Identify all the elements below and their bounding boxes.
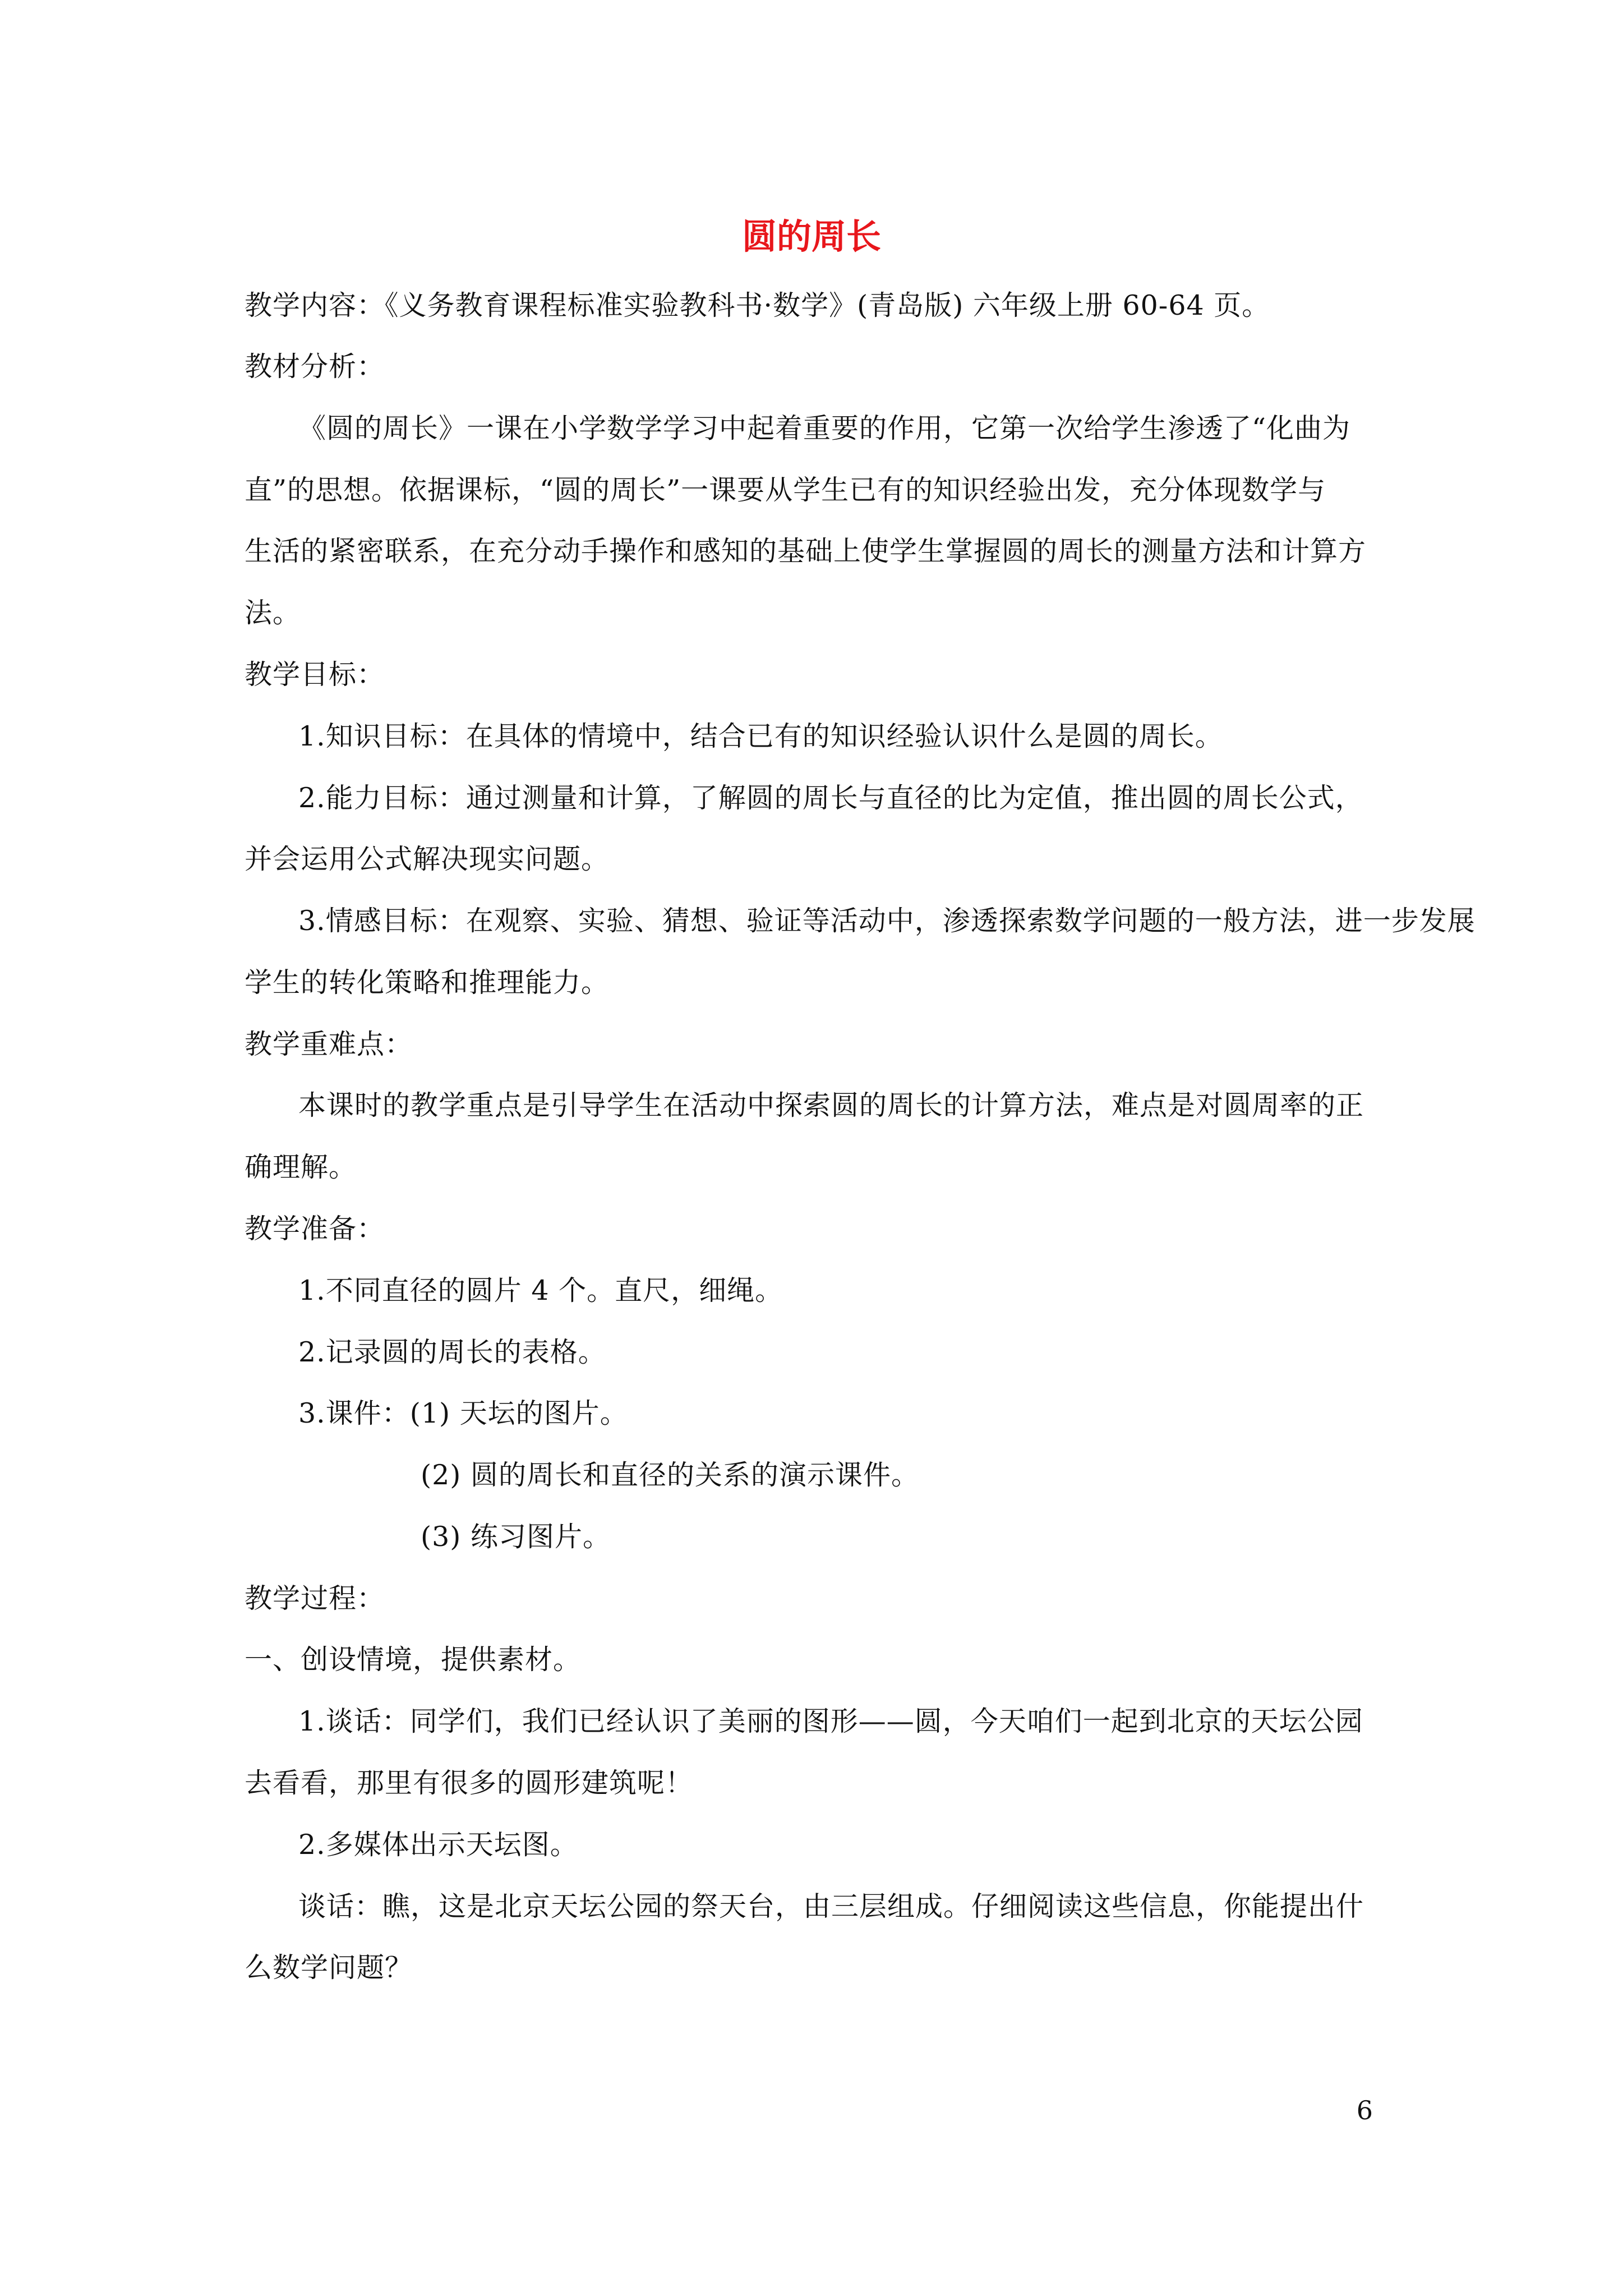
text-line-goal-ability-2: 并会运用公式解决现实问题。 (245, 843, 610, 875)
text-line-preparation-3-3: (3) 练习图片。 (421, 1521, 611, 1553)
page-title: 圆的周长 (741, 216, 881, 257)
text-line-process-4: 谈话：瞧，这是北京天坛公园的祭天台，由三层组成。仔细阅读这些信息，你能提出什 (298, 1890, 1364, 1922)
text-line-analysis-4: 法。 (245, 597, 301, 629)
text-line-analysis-1: 《圆的周长》一课在小学数学学习中起着重要的作用，它第一次给学生渗透了“化曲为 (298, 412, 1351, 444)
text-line-process-3: 2.多媒体出示天坛图。 (298, 1829, 578, 1861)
text-line-goal-knowledge: 1.知识目标：在具体的情境中，结合已有的知识经验认识什么是圆的周长。 (298, 720, 1223, 752)
text-line-process-1: 1.谈话：同学们，我们已经认识了美丽的图形——圆，今天咱们一起到北京的天坛公园 (298, 1705, 1363, 1737)
text-line-preparation-3-2: (2) 圆的周长和直径的关系的演示课件。 (421, 1459, 919, 1491)
text-line-preparation-3: 3.课件：(1) 天坛的图片。 (298, 1397, 628, 1429)
text-line-key-points-1: 本课时的教学重点是引导学生在活动中探索圆的周长的计算方法，难点是对圆周率的正 (298, 1089, 1364, 1121)
text-line-analysis-3: 生活的紧密联系，在充分动手操作和感知的基础上使学生掌握圆的周长的测量方法和计算方 (245, 535, 1367, 567)
heading-section-one: 一、创设情境，提供素材。 (245, 1644, 582, 1676)
text-line-analysis-2: 直”的思想。依据课标，“圆的周长”一课要从学生已有的知识经验出发，充分体现数学与 (245, 474, 1326, 506)
page-number: 6 (1356, 2095, 1373, 2125)
text-line-goal-emotion-1: 3.情感目标：在观察、实验、猜想、验证等活动中，渗透探索数学问题的一般方法，进一步发展 (298, 905, 1476, 937)
text-line-goal-ability-1: 2.能力目标：通过测量和计算，了解圆的周长与直径的比为定值，推出圆的周长公式， (298, 782, 1363, 814)
heading-material-analysis: 教材分析： (245, 351, 385, 383)
text-line-goal-emotion-2: 学生的转化策略和推理能力。 (245, 967, 610, 999)
heading-key-points: 教学重难点： (245, 1028, 413, 1060)
text-line-preparation-1: 1.不同直径的圆片 4 个。直尺，细绳。 (298, 1274, 783, 1306)
text-line-preparation-2: 2.记录圆的周长的表格。 (298, 1336, 606, 1368)
text-line-teaching-content: 教学内容：《义务教育课程标准实验教科书·数学》(青岛版) 六年级上册 60-64 页。 (245, 289, 1270, 321)
heading-teaching-goals: 教学目标： (245, 659, 385, 691)
heading-teaching-process: 教学过程： (245, 1582, 385, 1614)
text-line-key-points-2: 确理解。 (245, 1151, 357, 1183)
heading-preparation: 教学准备： (245, 1213, 385, 1245)
text-line-process-2: 去看看，那里有很多的圆形建筑呢！ (245, 1767, 694, 1799)
text-line-process-5: 么数学问题？ (245, 1952, 413, 1984)
